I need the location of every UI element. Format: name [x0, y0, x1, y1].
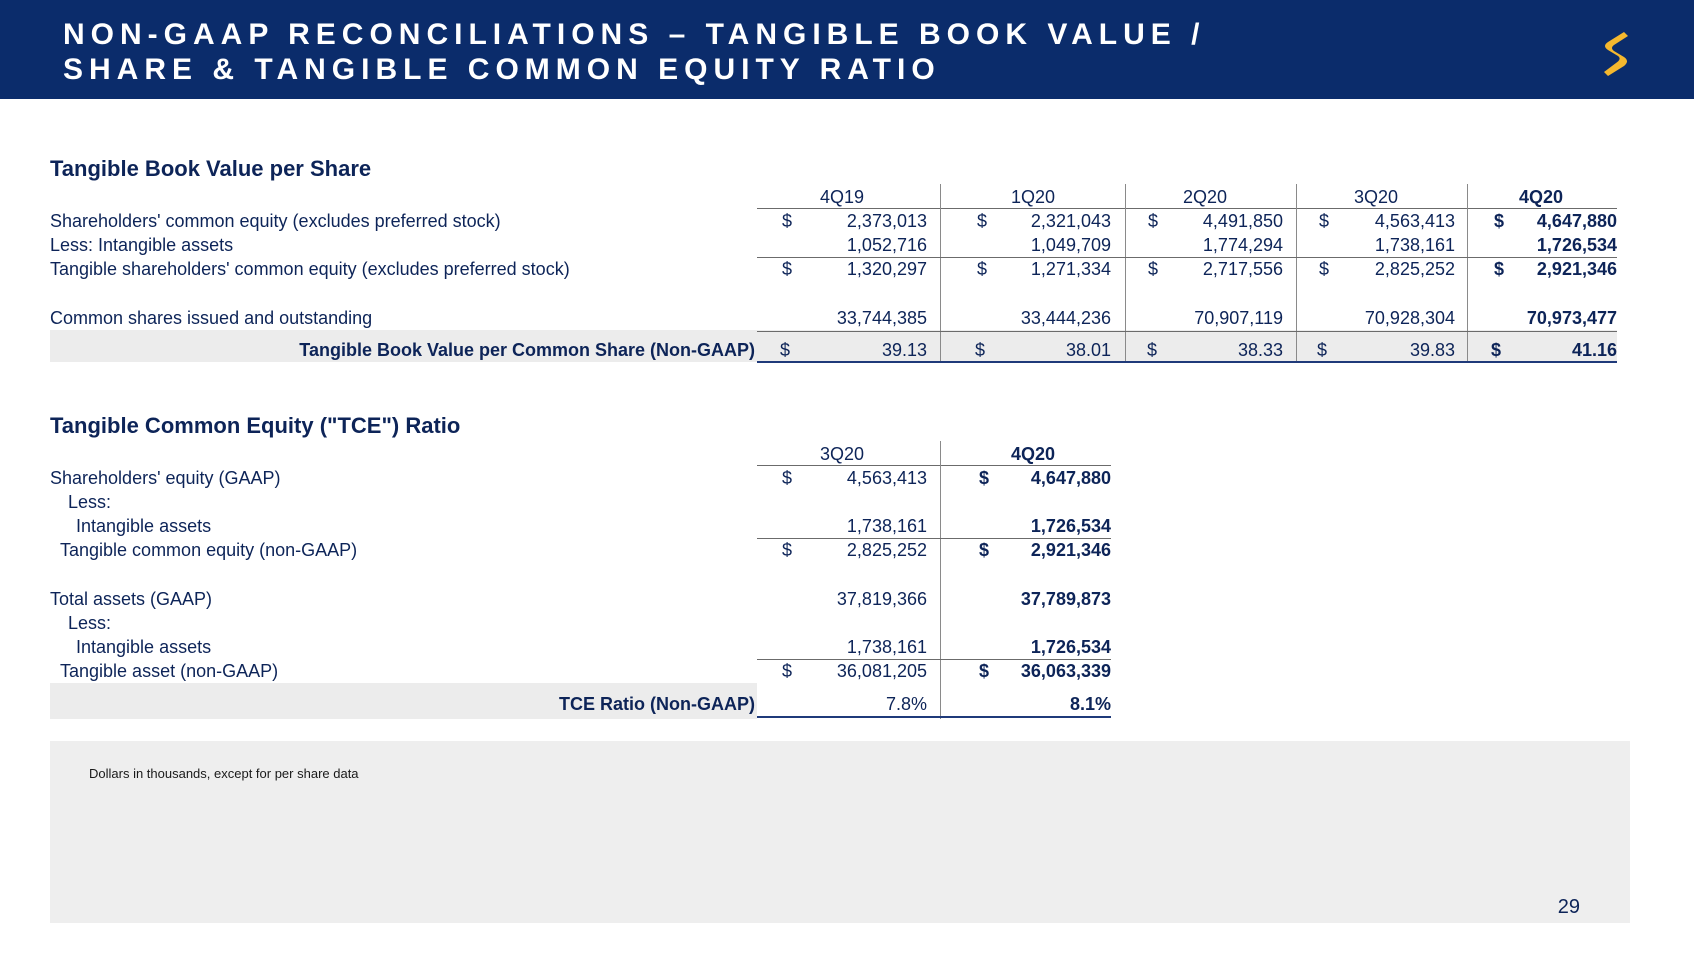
tbv-total-top-rule — [757, 331, 1617, 332]
currency-symbol: $ — [780, 340, 791, 360]
tbv-row-common-equity — [0, 209, 1694, 233]
tce-row-less — [0, 490, 1694, 514]
value-cell-current: 1,726,534 — [1030, 637, 1111, 657]
value-cell: 39.83 — [1409, 340, 1455, 360]
tce-section-title: Tangible Common Equity ("TCE") Ratio — [50, 413, 461, 438]
tce-period-header: 3Q20 — [819, 444, 865, 464]
value-cell: 1,320,297 — [846, 259, 927, 279]
value-cell-current: 1,726,534 — [1030, 516, 1111, 536]
value-cell-current: 36,063,339 — [1020, 661, 1111, 681]
row-label: Shareholders' common equity (excludes preferred stock) — [50, 211, 501, 231]
currency-symbol: $ — [782, 468, 793, 488]
slide-title — [63, 17, 1205, 87]
currency-symbol: $ — [1148, 259, 1159, 279]
value-cell: 36,081,205 — [836, 661, 927, 681]
value-cell-current: 1,726,534 — [1536, 235, 1617, 255]
tce-row-tce-ratio — [0, 692, 1694, 716]
currency-symbol: $ — [977, 211, 988, 231]
value-cell: 1,774,294 — [1202, 235, 1283, 255]
row-label: Total assets (GAAP) — [50, 589, 213, 609]
value-cell: 1,052,716 — [846, 235, 927, 255]
currency-symbol: $ — [782, 540, 793, 560]
footnote-text: Dollars in thousands, except for per share data — [89, 766, 359, 781]
value-cell: 33,444,236 — [1020, 308, 1111, 328]
row-label: Tangible common equity (non-GAAP) — [60, 540, 358, 560]
tce-row-tangible-common-equity — [0, 538, 1694, 562]
value-cell: 37,819,366 — [836, 589, 927, 609]
tbv-row-tangible-equity — [0, 257, 1694, 281]
currency-symbol: $ — [1147, 340, 1158, 360]
currency-symbol: $ — [1319, 211, 1330, 231]
value-cell-current: 70,973,477 — [1526, 308, 1617, 328]
value-cell: 7.8% — [885, 694, 927, 714]
currency-symbol: $ — [782, 259, 793, 279]
row-label: TCE Ratio (Non-GAAP) — [559, 694, 755, 714]
tce-row-tangible-assets — [0, 659, 1694, 683]
value-cell: 2,825,252 — [1374, 259, 1455, 279]
value-cell: 2,825,252 — [846, 540, 927, 560]
page-number: 29 — [1557, 896, 1580, 918]
row-label: Intangible assets — [76, 637, 212, 657]
currency-symbol: $ — [1317, 340, 1328, 360]
value-cell-current: 2,921,346 — [1536, 259, 1617, 279]
tce-total-double-rule — [757, 716, 1111, 718]
currency-symbol: $ — [1148, 211, 1159, 231]
currency-symbol: $ — [979, 661, 990, 681]
tbv-row-intangible-assets — [0, 233, 1694, 257]
value-cell: 1,271,334 — [1030, 259, 1111, 279]
value-cell: 1,738,161 — [846, 516, 927, 536]
value-cell: 33,744,385 — [836, 308, 927, 328]
value-cell: 2,373,013 — [846, 211, 927, 231]
tbv-total-double-rule — [757, 361, 1617, 363]
tbv-period-header: 2Q20 — [1182, 187, 1228, 207]
currency-symbol: $ — [977, 259, 988, 279]
currency-symbol: $ — [782, 211, 793, 231]
slide-header — [0, 0, 1694, 99]
row-label: Less: — [68, 492, 112, 512]
value-cell: 2,321,043 — [1030, 211, 1111, 231]
tbv-section-title: Tangible Book Value per Share — [50, 156, 372, 181]
tbv-period-header: 1Q20 — [1010, 187, 1056, 207]
value-cell-current: 41.16 — [1571, 340, 1617, 360]
value-cell: 38.33 — [1237, 340, 1283, 360]
currency-symbol: $ — [782, 661, 793, 681]
value-cell: 1,738,161 — [846, 637, 927, 657]
value-cell-current: 4,647,880 — [1536, 211, 1617, 231]
value-cell-current: 4,647,880 — [1030, 468, 1111, 488]
value-cell: 1,738,161 — [1374, 235, 1455, 255]
row-label: Tangible asset (non-GAAP) — [60, 661, 279, 681]
tce-row-total-assets — [0, 587, 1694, 611]
value-cell: 4,563,413 — [846, 468, 927, 488]
row-label: Less: Intangible assets — [50, 235, 234, 255]
slide-title-line-1: NON-GAAP RECONCILIATIONS – TANGIBLE BOOK VALUE / — [63, 18, 1206, 51]
value-cell: 70,907,119 — [1194, 308, 1283, 328]
currency-symbol: $ — [1494, 211, 1505, 231]
value-cell: 4,491,850 — [1202, 211, 1283, 231]
value-cell: 70,928,304 — [1364, 308, 1455, 328]
row-label: Common shares issued and outstanding — [50, 308, 373, 328]
row-label: Tangible Book Value per Common Share (Non-GAAP) — [299, 340, 755, 360]
brand-s-logo — [1594, 26, 1634, 78]
value-cell: 4,563,413 — [1374, 211, 1455, 231]
tbv-period-header: 3Q20 — [1353, 187, 1399, 207]
currency-symbol: $ — [979, 468, 990, 488]
row-label: Less: — [68, 613, 112, 633]
currency-symbol: $ — [1319, 259, 1330, 279]
tbv-row-shares-outstanding — [0, 306, 1694, 330]
value-cell-current: 2,921,346 — [1030, 540, 1111, 560]
tce-row-intangible-assets — [0, 635, 1694, 659]
currency-symbol: $ — [1494, 259, 1505, 279]
tbv-period-header-current: 4Q20 — [1518, 187, 1564, 207]
tbv-period-header: 4Q19 — [819, 187, 865, 207]
value-cell-current: 8.1% — [1069, 694, 1111, 714]
currency-symbol: $ — [979, 540, 990, 560]
currency-symbol: $ — [975, 340, 986, 360]
tce-row-shareholders-equity — [0, 466, 1694, 490]
row-label: Shareholders' equity (GAAP) — [50, 468, 281, 488]
tce-row-intangible-assets — [0, 514, 1694, 538]
row-label: Tangible shareholders' common equity (excludes preferred stock) — [50, 259, 570, 279]
value-cell: 38.01 — [1065, 340, 1111, 360]
tce-row-less — [0, 611, 1694, 635]
tbv-row-tbv-per-share — [0, 338, 1694, 362]
row-label: Intangible assets — [76, 516, 212, 536]
value-cell-current: 37,789,873 — [1020, 589, 1111, 609]
value-cell: 39.13 — [881, 340, 927, 360]
currency-symbol: $ — [1491, 340, 1502, 360]
tce-period-header-current: 4Q20 — [1010, 444, 1056, 464]
slide-title-line-2: SHARE & TANGIBLE COMMON EQUITY RATIO — [63, 53, 941, 86]
value-cell: 2,717,556 — [1202, 259, 1283, 279]
value-cell: 1,049,709 — [1030, 235, 1111, 255]
